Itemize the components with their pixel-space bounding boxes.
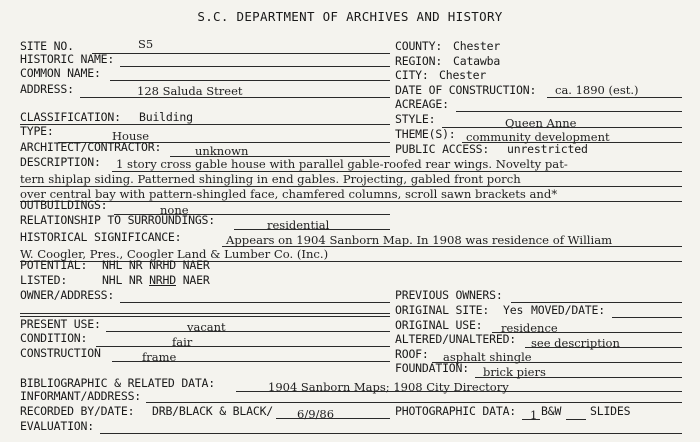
recorded-by-label: RECORDED BY/DATE: bbox=[20, 404, 135, 418]
original-use-label: ORIGINAL USE: bbox=[395, 318, 483, 332]
county-label: COUNTY: bbox=[395, 39, 443, 53]
classification-value: Building bbox=[139, 110, 193, 124]
description-line-3: over central bay with pattern-shingled face, chamfered columns, scroll sawn brackets and* bbox=[20, 187, 558, 201]
date-construction-line bbox=[547, 97, 682, 98]
listed-nrhd: NRHD bbox=[149, 273, 176, 287]
foundation-line bbox=[475, 377, 682, 378]
outbuildings-value: none bbox=[160, 203, 189, 217]
page-title: S.C. DEPARTMENT OF ARCHIVES AND HISTORY bbox=[197, 9, 503, 24]
present-use-line bbox=[106, 331, 390, 332]
condition-label: CONDITION: bbox=[20, 331, 88, 345]
evaluation-line bbox=[100, 433, 682, 434]
relationship-value: residential bbox=[267, 218, 330, 232]
classification-line bbox=[20, 124, 390, 125]
address-value: 128 Saluda Street bbox=[137, 84, 243, 98]
public-access-value: unrestricted bbox=[507, 142, 588, 156]
photographic-bw: B&W bbox=[541, 404, 562, 418]
altered-value: see description bbox=[531, 336, 620, 350]
roof-label: ROOF: bbox=[395, 347, 429, 361]
historical-significance-line-1: Appears on 1904 Sanborn Map. In 1908 was residence of William bbox=[226, 233, 613, 247]
evaluation-label: EVALUATION: bbox=[20, 419, 94, 433]
architect-value: unknown bbox=[195, 144, 249, 158]
present-use-label: PRESENT USE: bbox=[20, 317, 101, 331]
date-construction-value: ca. 1890 (est.) bbox=[555, 83, 639, 97]
roof-value: asphalt shingle bbox=[443, 350, 532, 364]
city-label: CITY: bbox=[395, 68, 429, 82]
foundation-label: FOUNDATION: bbox=[395, 361, 469, 375]
common-name-label: COMMON NAME: bbox=[20, 66, 101, 80]
common-name-line bbox=[110, 80, 390, 81]
moved-date-line bbox=[612, 317, 682, 318]
architect-label: ARCHITECT/CONTRACTOR: bbox=[20, 140, 162, 154]
public-access-label: PUBLIC ACCESS: bbox=[395, 142, 490, 156]
relationship-label: RELATIONSHIP TO SURROUNDINGS: bbox=[20, 213, 215, 227]
listed-value bbox=[102, 274, 210, 287]
style-value: Queen Anne bbox=[505, 116, 577, 130]
photographic-label: PHOTOGRAPHIC DATA: bbox=[395, 404, 517, 418]
present-use-top-line bbox=[20, 316, 390, 317]
description-rule-3 bbox=[20, 201, 682, 202]
bibliographic-label: BIBLIOGRAPHIC & RELATED DATA: bbox=[20, 376, 215, 390]
site-no-line bbox=[92, 53, 390, 54]
description-label: DESCRIPTION: bbox=[20, 155, 101, 169]
original-site-label: ORIGINAL SITE: bbox=[395, 303, 490, 317]
historical-significance-line-2: W. Coogler, Pres., Coogler Land & Lumber Co. (Inc.) bbox=[20, 247, 329, 261]
listed-label: LISTED: bbox=[20, 273, 68, 287]
type-value: House bbox=[112, 129, 150, 143]
city-value: Chester bbox=[439, 68, 487, 82]
acreage-label: ACREAGE: bbox=[395, 97, 449, 111]
historic-name-label: HISTORIC NAME: bbox=[20, 52, 115, 66]
construction-value: frame bbox=[142, 350, 177, 364]
relationship-line bbox=[234, 229, 390, 230]
description-line-2: tern shiplap siding. Patterned shingling in end gables. Projecting, gabled front porch bbox=[20, 172, 521, 186]
site-no-label: SITE NO. bbox=[20, 39, 74, 53]
original-site-value: Yes bbox=[503, 303, 524, 317]
condition-line bbox=[96, 346, 390, 347]
owner-address-label: OWNER/ADDRESS: bbox=[20, 288, 115, 302]
original-use-value: residence bbox=[501, 321, 558, 335]
owner-address-line bbox=[120, 302, 390, 303]
altered-label: ALTERED/UNALTERED: bbox=[395, 332, 517, 346]
construction-label: CONSTRUCTION bbox=[20, 346, 101, 360]
condition-value: fair bbox=[172, 335, 193, 349]
outbuildings-label: OUTBUILDINGS: bbox=[20, 198, 108, 212]
recorded-by-date: 6/9/86 bbox=[297, 407, 335, 421]
site-no-value: S5 bbox=[138, 37, 154, 51]
previous-owners-label: PREVIOUS OWNERS: bbox=[395, 288, 503, 302]
style-line bbox=[442, 127, 682, 128]
potential-value: NHL NR NRHD NAER bbox=[102, 258, 210, 272]
photographic-count: 1 bbox=[530, 408, 538, 422]
county-value: Chester bbox=[453, 39, 501, 53]
region-label: REGION: bbox=[395, 54, 443, 68]
photographic-bw-line bbox=[566, 419, 586, 420]
classification-label: CLASSIFICATION: bbox=[20, 110, 121, 124]
moved-date-label: MOVED/DATE: bbox=[531, 303, 605, 317]
address-label: ADDRESS: bbox=[20, 82, 74, 96]
altered-line bbox=[525, 347, 682, 348]
bibliographic-line bbox=[236, 391, 682, 392]
listed-pre: NHL NR bbox=[102, 273, 150, 287]
photographic-count-line bbox=[522, 419, 540, 420]
theme-value: community development bbox=[466, 130, 610, 144]
historical-significance-label: HISTORICAL SIGNIFICANCE: bbox=[20, 230, 182, 244]
present-use-value: vacant bbox=[187, 320, 226, 334]
recorded-by-line bbox=[276, 418, 390, 419]
description-line-1: 1 story cross gable house with parallel gable-roofed rear wings. Novelty pat- bbox=[116, 157, 568, 171]
bibliographic-value: 1904 Sanborn Maps; 1908 City Directory bbox=[268, 380, 509, 394]
foundation-value: brick piers bbox=[483, 365, 546, 379]
informant-line bbox=[146, 402, 682, 403]
acreage-line bbox=[456, 111, 682, 112]
informant-label: INFORMANT/ADDRESS: bbox=[20, 389, 142, 403]
recorded-by-prefix: DRB/BLACK & BLACK/ bbox=[152, 404, 274, 418]
roof-line bbox=[432, 362, 682, 363]
listed-post: NAER bbox=[175, 273, 210, 287]
photographic-slides: SLIDES bbox=[590, 404, 631, 418]
construction-line bbox=[112, 361, 390, 362]
potential-label: POTENTIAL: bbox=[20, 258, 88, 272]
type-label: TYPE: bbox=[20, 124, 54, 138]
date-construction-label: DATE OF CONSTRUCTION: bbox=[395, 83, 537, 97]
region-value: Catawba bbox=[453, 54, 501, 68]
historic-name-line bbox=[120, 66, 390, 67]
theme-label: THEME(S): bbox=[395, 127, 456, 141]
original-use-line bbox=[492, 332, 682, 333]
owner-address-line-2 bbox=[20, 313, 390, 314]
style-label: STYLE: bbox=[395, 112, 436, 126]
address-line bbox=[80, 97, 390, 98]
